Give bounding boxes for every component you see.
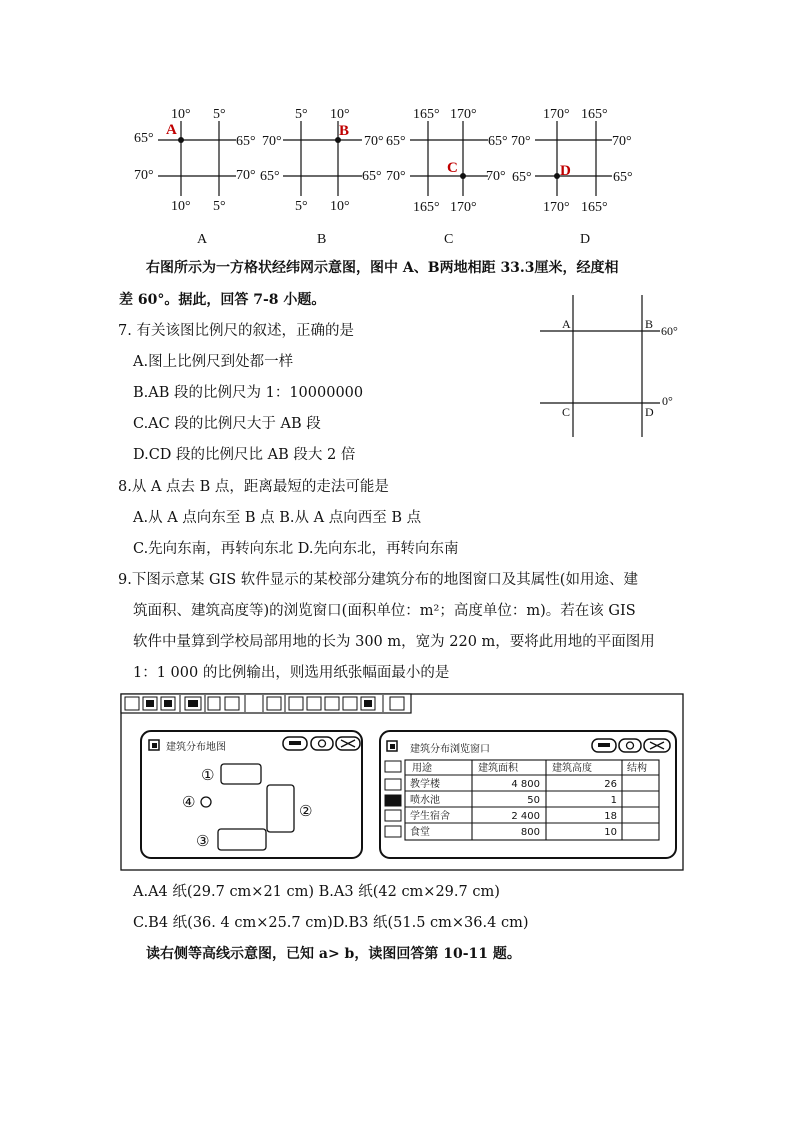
panel-d-caption: D xyxy=(580,232,591,247)
browse-window xyxy=(380,731,676,858)
q8-options-line1: A.从 A 点向东至 B 点 B.从 A 点向西至 B 点 xyxy=(133,510,422,526)
intro-10-11: 读右侧等高线示意图，已知 a> b，读图回答第 10-11 题。 xyxy=(146,946,521,962)
q9-line3: 软件中量算到学校局部用地的长为 300 m，宽为 220 m，要将此用地的平面图用 xyxy=(133,634,655,650)
panel-a-top-right: 5° xyxy=(213,107,226,122)
q8-options-line2: C.先向东南，再转向东北 D.先向东北，再转向东南 xyxy=(133,541,459,557)
point-b-label: B xyxy=(339,123,350,139)
table-row2-area: 50 xyxy=(527,795,540,806)
panel-c-top-right: 170° xyxy=(450,107,477,122)
panel-a-top-left: 10° xyxy=(171,107,191,122)
marker-3: ③ xyxy=(196,832,210,850)
panel-d-top-left: 170° xyxy=(543,107,570,122)
point-a-label: A xyxy=(166,122,177,138)
map-window-title: 建筑分布地图 xyxy=(166,742,226,753)
map-window xyxy=(141,731,362,858)
table-row4-area: 800 xyxy=(520,827,540,838)
table-row2-use: 喷水池 xyxy=(410,795,440,806)
panel-d-top-right: 165° xyxy=(581,107,608,122)
panel-b-top-right: 10° xyxy=(330,107,350,122)
table-row1-height: 26 xyxy=(604,779,617,790)
q7-stem: 7. 有关该图比例尺的叙述，正确的是 xyxy=(118,323,354,339)
panel-c-bottom-left: 165° xyxy=(413,200,440,215)
q8-stem: 8.从 A 点去 B 点，距离最短的走法可能是 xyxy=(118,479,389,495)
panel-d-bottom-left: 170° xyxy=(543,200,570,215)
panel-a-bottom-right: 5° xyxy=(213,199,226,214)
panel-b-caption: B xyxy=(317,232,327,247)
small-fig-a: A xyxy=(562,317,571,331)
panel-c-bottom-right: 170° xyxy=(450,200,477,215)
panel-b-row2-right: 65° xyxy=(362,169,382,184)
intro-7-8-line2: 差 60°。据此，回答 7-8 小题。 xyxy=(119,292,326,308)
panel-a-bottom-left: 10° xyxy=(171,199,191,214)
marker-1: ① xyxy=(201,766,215,784)
panel-c-top-left: 165° xyxy=(413,107,440,122)
small-fig-d: D xyxy=(645,405,654,419)
panel-c-row2-right: 70° xyxy=(486,169,506,184)
panel-d-row1-left: 70° xyxy=(511,134,531,149)
table-row4-use: 食堂 xyxy=(410,827,430,838)
table-row1-area: 4 800 xyxy=(511,779,540,790)
table-header-structure: 结构 xyxy=(627,763,647,774)
table-header-height: 建筑高度 xyxy=(552,763,592,774)
table-header-area: 建筑面积 xyxy=(478,763,518,774)
marker-4: ④ xyxy=(182,793,196,811)
q7-option-d: D.CD 段的比例尺比 AB 段大 2 倍 xyxy=(133,447,356,463)
panel-b-bottom-right: 10° xyxy=(330,199,350,214)
panel-b-row1-right: 70° xyxy=(364,134,384,149)
panel-d-row2-right: 65° xyxy=(613,170,633,185)
panel-c-row1-right: 65° xyxy=(488,134,508,149)
panel-a-row2-left: 70° xyxy=(134,168,154,183)
panel-a-row1-left: 65° xyxy=(134,131,154,146)
q9-line2: 筑面积、建筑高度等)的浏览窗口(面积单位：m²；高度单位：m)。若在该 GIS xyxy=(133,603,636,619)
q9-line4: 1：1 000 的比例输出，则选用纸张幅面最小的是 xyxy=(133,665,450,681)
small-fig-lat-60: 60° xyxy=(661,324,678,338)
panel-c-caption: C xyxy=(444,232,454,247)
small-fig-lat-0: 0° xyxy=(662,394,673,408)
table-row3-area: 2 400 xyxy=(511,811,540,822)
browse-window-title: 建筑分布浏览窗口 xyxy=(410,744,490,755)
panel-d-row2-left: 65° xyxy=(512,170,532,185)
panel-b-top-left: 5° xyxy=(295,107,308,122)
q7-option-a: A.图上比例尺到处都一样 xyxy=(133,354,294,370)
point-d-label: D xyxy=(560,163,571,179)
panel-a-row1-right: 65° xyxy=(236,134,256,149)
panel-d-bottom-right: 165° xyxy=(581,200,608,215)
table-row4-height: 10 xyxy=(604,827,617,838)
gis-toolbar xyxy=(121,694,411,713)
table-row1-use: 教学楼 xyxy=(410,779,440,790)
panel-b-bottom-left: 5° xyxy=(295,199,308,214)
table-row3-height: 18 xyxy=(604,811,617,822)
intro-7-8-line1: 右图所示为一方格状经纬网示意图，图中 A、B两地相距 33.3厘米，经度相 xyxy=(146,260,619,276)
small-fig-c: C xyxy=(562,405,571,419)
q9-line1: 9.下图示意某 GIS 软件显示的某校部分建筑分布的地图窗口及其属性(如用途、建 xyxy=(118,572,638,588)
q7-option-c: C.AC 段的比例尺大于 AB 段 xyxy=(133,416,321,432)
point-c-label: C xyxy=(447,160,458,176)
q9-options-line2: C.B4 纸(36. 4 cm×25.7 cm)D.B3 纸(51.5 cm×36.4 cm) xyxy=(133,915,529,931)
panel-c-row1-left: 65° xyxy=(386,134,406,149)
table-row3-use: 学生宿舍 xyxy=(410,811,450,822)
q7-option-b: B.AB 段的比例尺为 1：10000000 xyxy=(133,385,364,401)
panel-b-row1-left: 70° xyxy=(262,134,282,149)
panel-b-row2-left: 65° xyxy=(260,169,280,184)
panel-c-row2-left: 70° xyxy=(386,169,406,184)
table-row2-height: 1 xyxy=(610,795,617,806)
panel-a-caption: A xyxy=(197,232,208,247)
marker-2: ② xyxy=(299,802,313,820)
panel-a-row2-right: 70° xyxy=(236,168,256,183)
panel-d-row1-right: 70° xyxy=(612,134,632,149)
q9-options-line1: A.A4 纸(29.7 cm×21 cm) B.A3 纸(42 cm×29.7 cm) xyxy=(133,884,500,900)
table-header-use: 用途 xyxy=(412,763,432,774)
small-fig-b: B xyxy=(645,317,654,331)
